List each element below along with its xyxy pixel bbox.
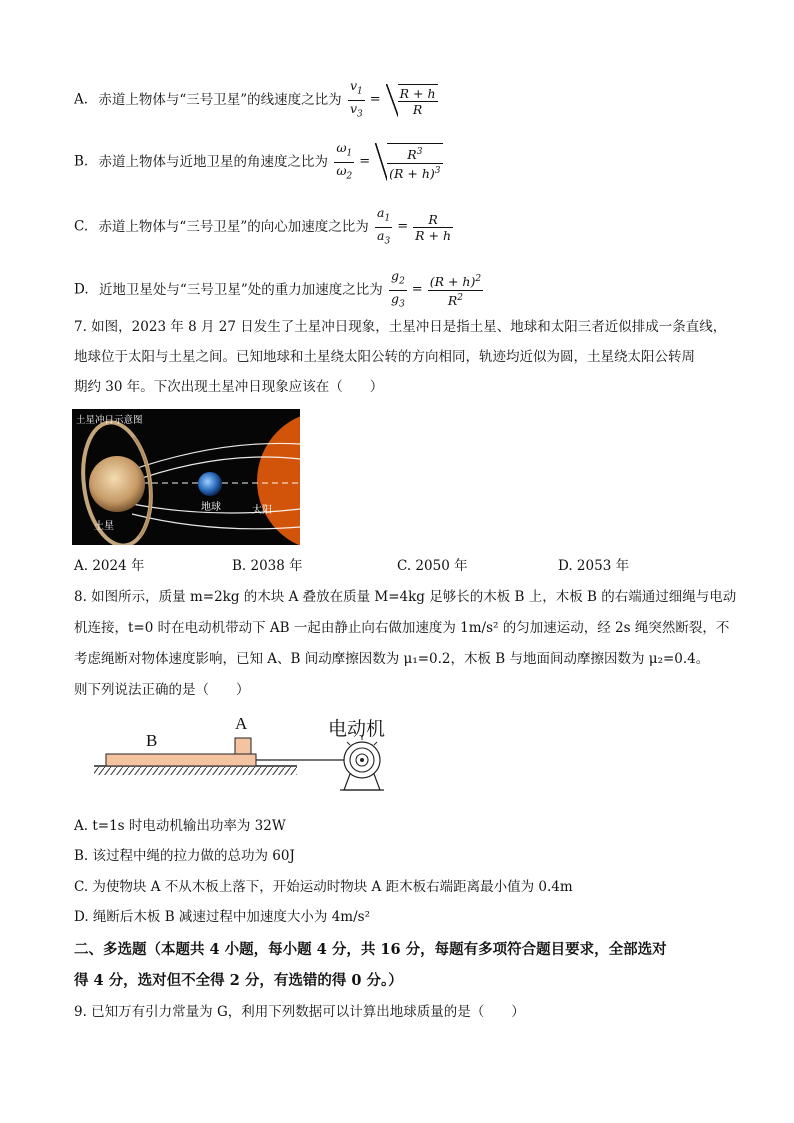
- saturn-opposition-figure: [72, 409, 300, 545]
- q8-line-3: 考虑绳断对物体速度影响，已知 A、B 间动摩擦因数为 μ₁=0.2，木板 B 与地面间动摩擦因数为 μ₂=0.4。: [74, 651, 710, 667]
- q8-option-b: B. 该过程中绳的拉力做的总功为 60J: [74, 848, 295, 864]
- q8-line-2: 机连接，t=0 时在电动机带动下 AB 一起由静止向右做加速度为 1m/s² 的匀加速运动，经 2s 绳突然断裂，不: [74, 620, 730, 636]
- formula-w1-w2: $\frac{\omega_1}{\omega_2}$: [336, 140, 353, 181]
- saturn-shape: [89, 456, 145, 512]
- earth-label: 地球: [201, 502, 221, 513]
- q8-option-d: D. 绳断后木板 B 减速过程中加速度大小为 4m/s²: [74, 909, 370, 925]
- figure-title: 土星冲日示意图: [76, 415, 143, 426]
- q6-option-d-text: 近地卫星处与“三号卫星”处的重力加速度之比为: [98, 281, 383, 298]
- section-2-heading-line-2: 得 4 分，选对但不全得 2 分，有选错的得 0 分。）: [74, 972, 403, 989]
- saturn-label: 土星: [94, 521, 114, 532]
- sun-label: 太阳: [252, 505, 272, 516]
- formula-v1-v3: $\frac{v_1}{v_3}$: [349, 78, 363, 119]
- block-a-label: A: [235, 714, 248, 733]
- q7-option-d: D. 2053 年: [558, 558, 630, 574]
- q6-option-b-prefix: B.: [74, 153, 89, 170]
- q6-option-a: A. 赤道上物体与“三号卫星”的线速度之比为 $\frac{v_1}{v_3}$ = $\frac{R + h}{R}$: [74, 78, 438, 122]
- board-b-label: B: [146, 731, 158, 750]
- q6-option-c: C. 赤道上物体与“三号卫星”的向心加速度之比为 $\frac{a_1}{a_3}$ = $\frac{R}{R + h}$: [74, 205, 455, 249]
- q6-option-a-prefix: A.: [74, 91, 89, 108]
- q6-option-d-prefix: D.: [74, 281, 89, 298]
- section-2-heading-line-1: 二、多选题（本题共 4 小题，每小题 4 分，共 16 分，每题有多项符合题目要求，全部选对: [74, 941, 667, 958]
- motor-label: 电动机: [328, 718, 386, 740]
- q6-option-b: B. 赤道上物体与近地卫星的角速度之比为 $\frac{\omega_1}{\omega_2}$ = $\frac{R^3}{(R + h)^3}$: [74, 140, 443, 184]
- q8-option-c: C. 为使物块 A 不从木板上落下，开始运动时物块 A 距木板右端距离最小值为 0.4m: [74, 879, 573, 895]
- formula-r-over-rh: $\frac{R}{R + h}$: [415, 211, 452, 243]
- q7-line-3: 期约 30 年。下次出现土星冲日现象应该在（ ）: [74, 379, 384, 395]
- q6-option-d: D. 近地卫星处与“三号卫星”处的重力加速度之比为 $\frac{g_2}{g_3}$ = $\frac{(R + h)^2}{R^2}$: [74, 268, 485, 312]
- q6-option-c-prefix: C.: [74, 218, 89, 235]
- q8-line-4: 则下列说法正确的是（ ）: [74, 682, 250, 698]
- q6-option-a-text: 赤道上物体与“三号卫星”的线速度之比为: [98, 91, 342, 108]
- formula-sqrt-a: $\frac{R + h}{R}$: [386, 84, 438, 117]
- q8-option-a: A. t=1s 时电动机输出功率为 32W: [74, 818, 286, 834]
- q6-option-b-text: 赤道上物体与近地卫星的角速度之比为: [98, 153, 329, 170]
- q8-line-1: 8. 如图所示，质量 m=2kg 的木块 A 叠放在质量 M=4kg 足够长的木板 B 上，木板 B 的右端通过细绳与电动: [74, 589, 737, 605]
- q7-line-2: 地球位于太阳与土星之间。已知地球和土星绕太阳公转的方向相同，轨迹均近似为圆，土星绕太阳公转周: [74, 349, 695, 365]
- block-board-motor-figure: [92, 712, 412, 802]
- earth-shape: [198, 472, 222, 496]
- q7-line-1: 7. 如图，2023 年 8 月 27 日发生了土星冲日现象，土星冲日是指土星、地球和太阳三者近似排成一条直线，: [74, 319, 727, 335]
- q7-options: [74, 555, 714, 577]
- q7-option-c: C. 2050 年: [397, 558, 468, 574]
- formula-a1-a3: $\frac{a_1}{a_3}$: [377, 205, 391, 246]
- q7-option-a: A. 2024 年: [74, 558, 145, 574]
- formula-rh2-r2: $\frac{(R + h)^2}{R^2}$: [429, 274, 482, 308]
- formula-sqrt-b: $\frac{R^3}{(R + h)^3}$: [375, 143, 442, 180]
- q7-option-b: B. 2038 年: [232, 558, 303, 574]
- q6-option-c-text: 赤道上物体与“三号卫星”的向心加速度之比为: [98, 218, 369, 235]
- formula-g2-g3: $\frac{g_2}{g_3}$: [391, 268, 405, 309]
- q9-line-1: 9. 已知万有引力常量为 G，利用下列数据可以计算出地球质量的是（ ）: [74, 1004, 525, 1020]
